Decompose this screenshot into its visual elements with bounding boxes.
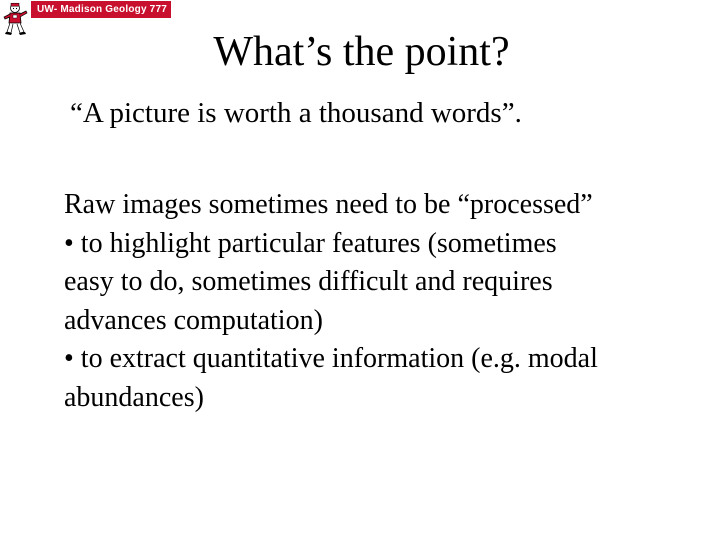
body-line: advances computation) [64,304,323,336]
body-line: easy to do, sometimes difficult and requires [64,266,553,297]
body-line: abundances) [64,381,204,413]
body-line: • to extract quantitative information (e.g. modal [64,343,598,374]
quote-text: “A picture is worth a thousand words”. [70,97,522,129]
body-line: Raw images sometimes need to be “processed” [64,189,593,220]
slide-body [64,186,704,417]
body-line: • to highlight particular features (sometimes [64,227,557,259]
course-badge: UW- Madison Geology 777 [31,1,171,18]
slide-title: What’s the point? [213,29,510,75]
